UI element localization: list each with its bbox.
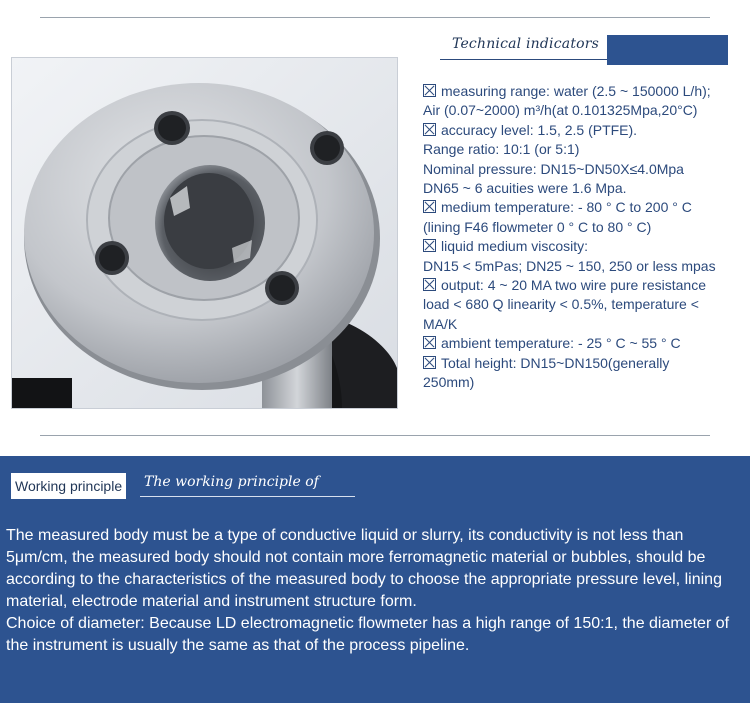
spec-text: ambient temperature: - 25 ° C ~ 55 ° C [441,335,681,352]
spec-text: (lining F46 flowmeter 0 ° C to 80 ° C) [423,218,652,235]
spec-text: Range ratio: 10:1 (or 5:1) [423,141,580,158]
spec-text: output: 4 ~ 20 MA two wire pure resistance [441,277,706,294]
spec-line [423,218,748,237]
spec-line [423,179,748,198]
flowmeter-flange-photo [11,57,398,409]
technical-title-blue-block [607,35,728,65]
working-principle-paragraph: Choice of diameter: Because LD electromagnetic flowmeter has a high range of 150:1, the diameter of the instrument is usually the same as that of the process pipeline. [6,615,730,654]
spec-line [423,354,748,373]
spec-text: liquid medium viscosity: [441,238,589,255]
checkbox-x-icon [423,356,436,369]
spec-line [423,82,748,101]
spec-line [423,101,748,120]
checkbox-x-icon [423,123,436,136]
checkbox-x-icon [423,200,436,213]
checkbox-x-icon [423,84,436,97]
spec-line [423,295,748,314]
working-principle-panel [0,456,750,703]
spec-line [423,140,748,159]
spec-line [423,334,748,353]
spec-line [423,257,748,276]
working-principle-text [6,525,748,657]
working-principle-underline [140,496,355,497]
spec-text: Air (0.07~2000) m³/h(at 0.101325Mpa,20°C) [423,102,698,119]
spec-line [423,198,748,217]
spec-text: Nominal pressure: DN15~DN50X≤4.0Mpa [423,160,684,177]
spec-text: medium temperature: - 80 ° C to 200 ° C [441,199,692,216]
spec-text: load < 680 Q linearity < 0.5%, temperature < [423,296,699,313]
spec-text: DN65 ~ 6 acuities were 1.6 Mpa. [423,180,627,197]
spec-line [423,121,748,140]
spec-line [423,315,748,334]
working-principle-label: Working principle [11,473,126,499]
spec-line [423,373,748,392]
technical-specs-list [423,82,748,393]
spec-text: measuring range: water (2.5 ~ 150000 L/h); [441,83,711,99]
checkbox-x-icon [423,239,436,252]
working-principle-script-title: The working principle of [144,474,319,490]
spec-line [423,276,748,295]
spec-line [423,237,748,256]
spec-text: Total height: DN15~DN150(generally [441,354,670,371]
working-principle-paragraph: The measured body must be a type of conductive liquid or slurry, its conductivity is not less than 5μm/cm, the measured body should not contain more ferromagnetic material or bubbles, should be according to the characteristics of the measured body to choose the appropriate pressure level, lining material, electrode material and instrument structure form. [6,527,722,610]
technical-title-underline [440,59,610,60]
checkbox-x-icon [423,278,436,291]
technical-indicators-title: Technical indicators [452,36,600,52]
checkbox-x-icon [423,336,436,349]
spec-text: DN15 < 5mPas; DN25 ~ 150, 250 or less mpas [423,257,716,274]
spec-text: accuracy level: 1.5, 2.5 (PTFE). [441,121,638,138]
spec-text: MA/K [423,315,458,332]
top-divider [40,17,710,18]
spec-text: 250mm) [423,374,475,391]
middle-divider [40,435,710,436]
spec-line [423,160,748,179]
